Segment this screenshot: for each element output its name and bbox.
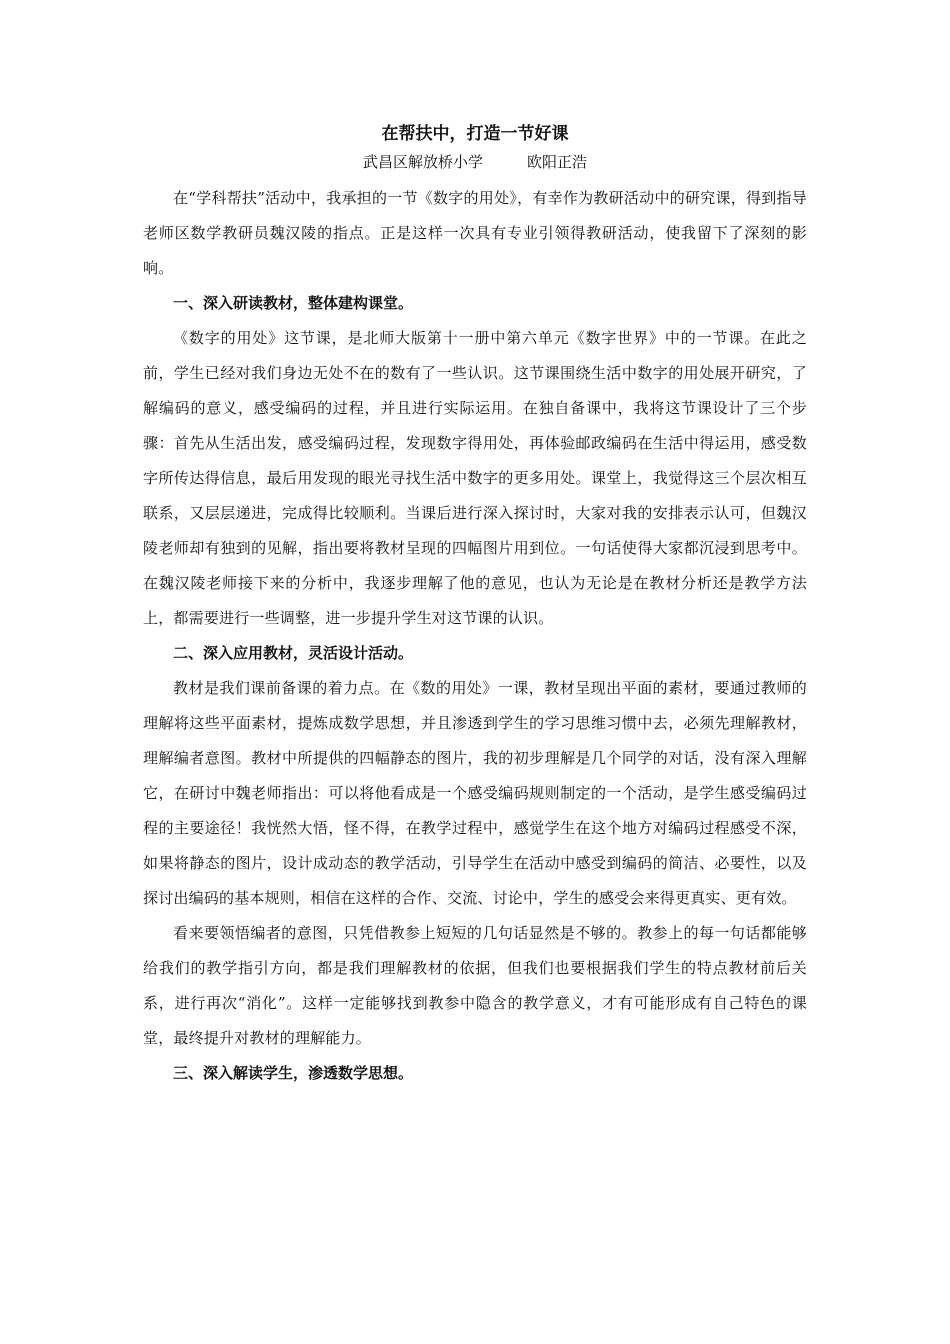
byline bbox=[143, 149, 807, 177]
section-2-heading: 二、深入应用教材，灵活设计活动。 bbox=[173, 644, 414, 662]
section-1-heading: 一、深入研读教材，整体建构课堂。 bbox=[173, 294, 414, 312]
section-3-heading: 三、深入解读学生，渗透数学思想。 bbox=[173, 1064, 414, 1082]
document-page bbox=[143, 119, 807, 1091]
section-2-paragraph-2: 看来要领悟编者的意图，只凭借教参上短短的几句话显然是不够的。教参上的每一句话都能够给我们的教学指引方向，都是我们理解教材的依据，但我们也要根据我们学生的特点教材前后关系，进行再次“消化”。这样一定能够找到教参中隐含的教学意义，才有可能形成有自己特色的课堂，最终提升对教材的理解能力。 bbox=[143, 924, 807, 1047]
intro-paragraph: 在“学科帮扶”活动中，我承担的一节《数字的用处》，有幸作为教研活动中的研究课，得到指导老师区数学教研员魏汉陵的指点。正是这样一次具有专业引领得教研活动，使我留下了深刻的影响。 bbox=[143, 189, 807, 277]
author-name: 欧阳正浩 bbox=[527, 153, 588, 171]
section-1-paragraph-1: 《数字的用处》这节课，是北师大版第十一册中第六单元《数字世界》中的一节课。在此之前，学生已经对我们身边无处不在的数有了一些认识。这节课围绕生活中数字的用处展开研究，了解编码的意义，感受编码的过程，并且进行实际运用。在独自备课中，我将这节课设计了三个步骤：首先从生活出发，感受编码过程，发现数字得用处，再体验邮政编码在生活中得运用，感受数字所传达得信息，最后用发现的眼光寻找生活中数字的更多用处。课堂上，我觉得这三个层次相互联系，又层层递进，完成得比较顺利。当课后进行深入探讨时，大家对我的安排表示认可，但魏汉陵老师却有独到的见解，指出要将教材呈现的四幅图片用到位。一句话使得大家都沉浸到思考中。在魏汉陵老师接下来的分析中，我逐步理解了他的意见，也认为无论是在教材分析还是教学方法上，都需要进行一些调整，进一步提升学生对这节课的认识。 bbox=[143, 329, 807, 627]
document-title: 在帮扶中，打造一节好课 bbox=[381, 124, 569, 144]
section-2-paragraph-1: 教材是我们课前备课的着力点。在《数的用处》一课，教材呈现出平面的素材，要通过教师的理解将这些平面素材，提炼成数学思想，并且渗透到学生的学习思维习惯中去，必须先理解教材，理解编者意图。教材中所提供的四幅静态的图片，我的初步理解是几个同学的对话，没有深入理解它，在研讨中魏老师指出：可以将他看成是一个感受编码规则制定的一个活动，是学生感受编码过程的主要途径！我恍然大悟，怪不得，在教学过程中，感觉学生在这个地方对编码过程感受不深，如果将静态的图片，设计成动态的教学活动，引导学生在活动中感受到编码的简洁、必要性，以及探讨出编码的基本规则，相信在这样的合作、交流、讨论中，学生的感受会来得更真实、更有效。 bbox=[143, 679, 807, 907]
school-name: 武昌区解放桥小学 bbox=[362, 153, 483, 171]
